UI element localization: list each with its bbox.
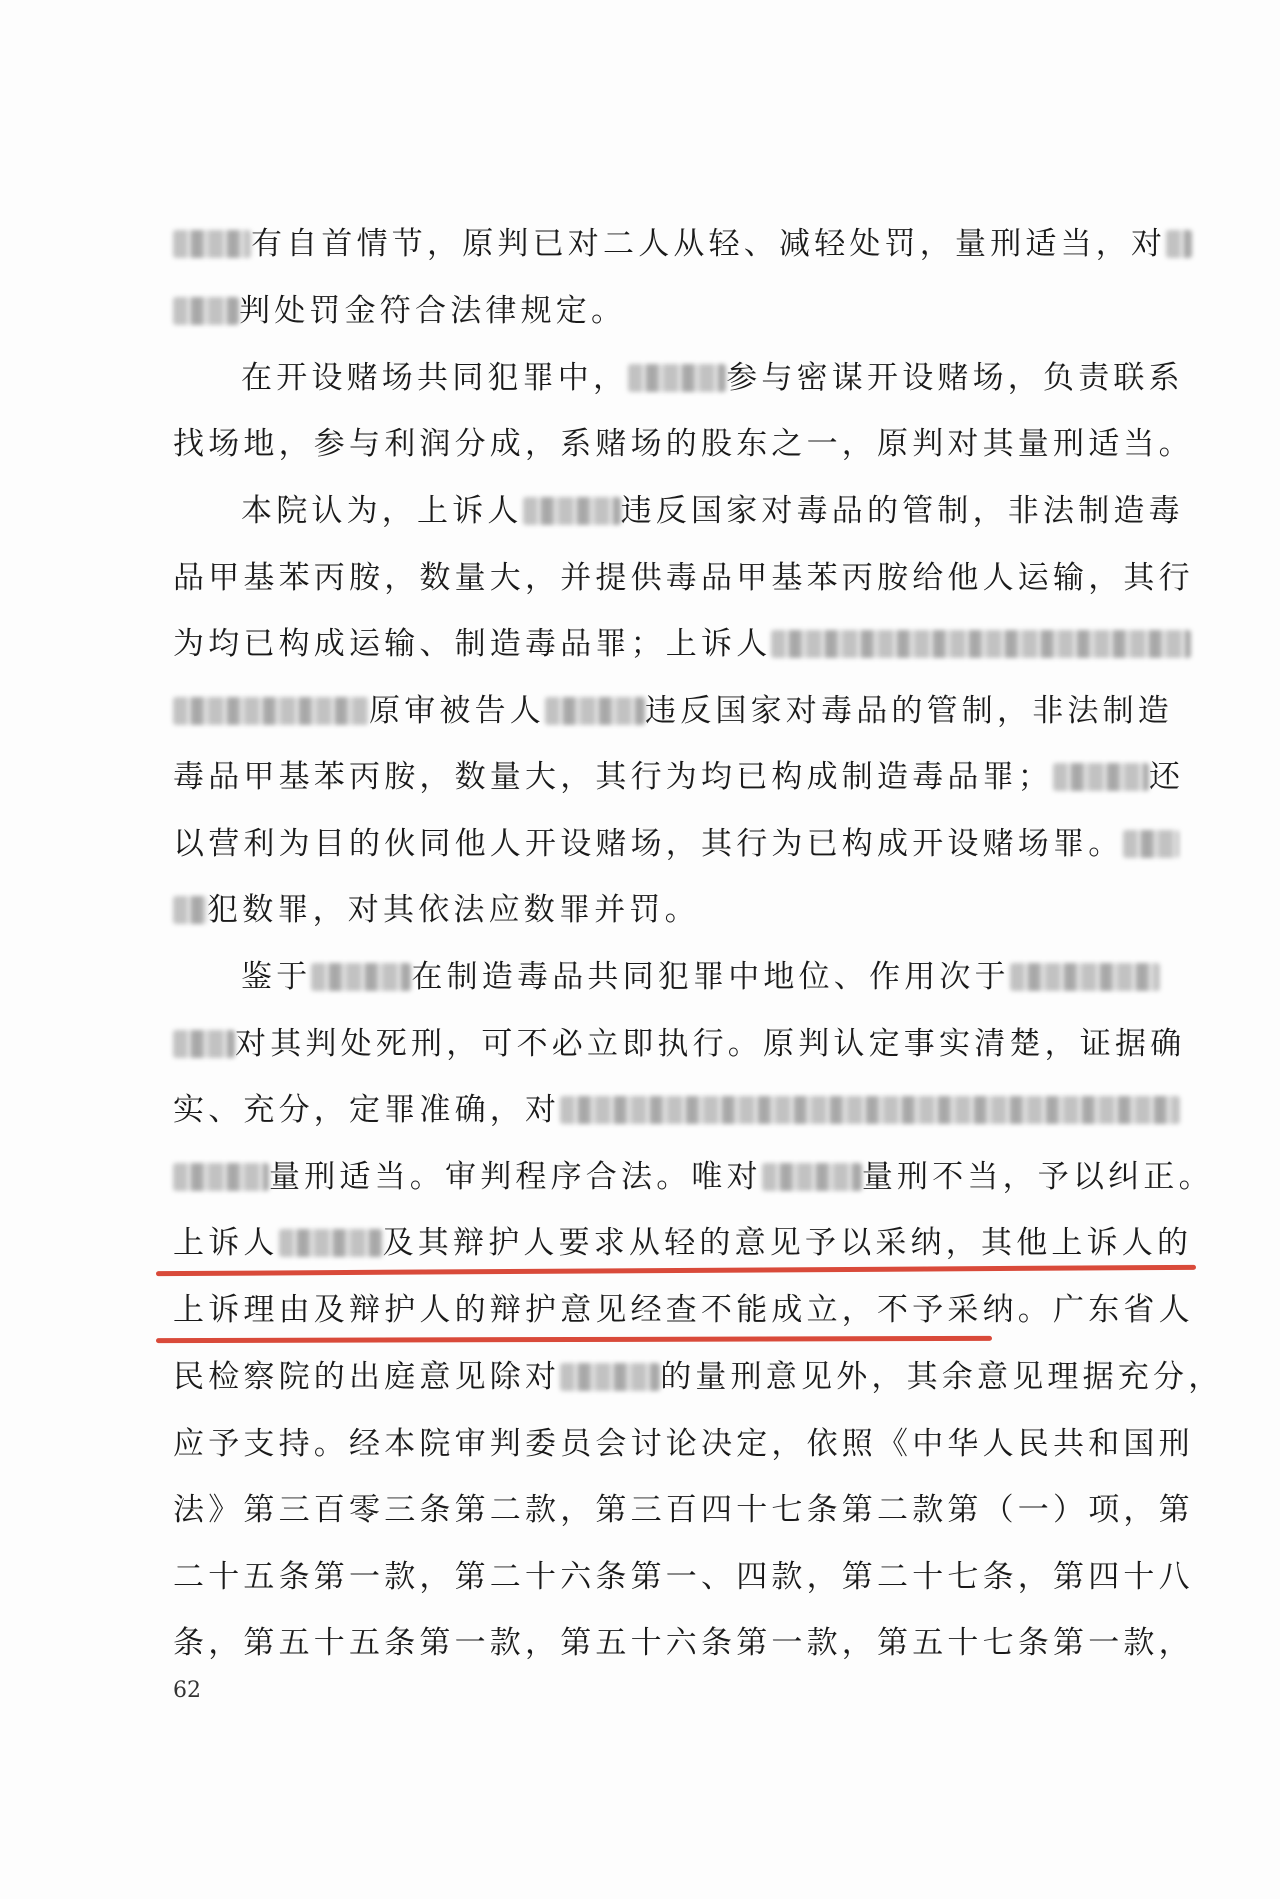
redacted-name	[545, 697, 645, 725]
text-line	[173, 1613, 1194, 1673]
redacted-name	[311, 963, 411, 991]
page-number: 62	[173, 1678, 201, 1703]
text-segment: 应予支持。经本院审判委员会讨论决定，依照《中华人民共和国刑	[173, 1426, 1194, 1462]
text-segment: 在制造毒品共同犯罪中地位、作用次于	[411, 959, 1010, 995]
text-segment: 及其辩护人要求从轻的意见予以采纳，其他上诉人的	[382, 1225, 1193, 1261]
text-segment: 还	[1149, 759, 1185, 795]
text-segment: 法》第三百零三条第二款，第三百四十七条第二款第（一）项，第	[173, 1492, 1194, 1528]
redacted-name	[771, 630, 1191, 658]
text-line	[241, 348, 1184, 408]
redacted-name	[560, 1096, 1180, 1124]
text-line-highlighted	[173, 1280, 1194, 1340]
text-segment: 违反国家对毒品的管制，非法制造	[645, 693, 1173, 729]
redacted-name	[1166, 230, 1192, 258]
text-segment: 犯数罪，对其依法应数罪并罚。	[207, 892, 700, 928]
text-segment: 本院认为，上诉人	[241, 493, 523, 529]
text-segment: 对其判处死刑，可不必立即执行。原判认定事实清楚，证据确	[235, 1026, 1186, 1062]
text-segment: 以营利为目的伙同他人开设赌场，其行为已构成开设赌场罪。	[173, 826, 1124, 862]
text-segment: 有自首情节，原判已对二人从轻、减轻处罚，量刑适当，对	[251, 226, 1167, 262]
text-line	[173, 1480, 1194, 1540]
redacted-name	[560, 1363, 660, 1391]
text-segment: 量刑不当，予以纠正。	[861, 1159, 1214, 1195]
text-line	[241, 947, 1160, 1007]
redacted-name	[173, 1030, 235, 1058]
text-line	[173, 614, 1191, 674]
redacted-name	[173, 697, 369, 725]
text-line	[173, 1347, 1223, 1407]
redacted-name	[173, 1163, 269, 1191]
text-segment: 在开设赌场共同犯罪中，	[241, 360, 629, 396]
text-segment: 参与密谋开设赌场，负责联系	[726, 360, 1184, 396]
text-segment: 条，第五十五条第一款，第五十六条第一款，第五十七条第一款，	[173, 1625, 1194, 1661]
text-line	[173, 548, 1194, 608]
text-line	[173, 681, 1173, 741]
redacted-name	[173, 230, 251, 258]
redacted-name	[1123, 830, 1179, 858]
text-line	[173, 414, 1194, 474]
text-segment: 违反国家对毒品的管制，非法制造毒	[620, 493, 1184, 529]
text-segment: 为均已构成运输、制造毒品罪；上诉人	[173, 626, 772, 662]
text-line	[173, 214, 1192, 274]
redacted-name	[628, 364, 726, 392]
redacted-name	[279, 1229, 383, 1257]
text-line	[173, 814, 1179, 874]
text-line	[173, 747, 1184, 807]
text-line	[173, 1547, 1194, 1607]
text-segment: 找场地，参与利润分成，系赌场的股东之一，原判对其量刑适当。	[173, 426, 1194, 462]
text-segment: 量刑适当。审判程序合法。唯对	[269, 1159, 762, 1195]
text-segment: 民检察院的出庭意见除对	[173, 1359, 561, 1395]
text-line	[173, 1147, 1214, 1207]
redacted-name	[1053, 763, 1149, 791]
text-segment: 的量刑意见外，其余意见理据充分，	[660, 1359, 1224, 1395]
text-line	[173, 1014, 1185, 1074]
redacted-name	[762, 1163, 862, 1191]
text-line-highlighted	[173, 1213, 1192, 1273]
redacted-name	[1010, 963, 1160, 991]
red-underline	[156, 1336, 992, 1343]
text-segment: 二十五条第一款，第二十六条第一、四款，第二十七条，第四十八	[173, 1559, 1194, 1595]
redacted-name	[173, 896, 207, 924]
text-line	[241, 481, 1184, 541]
text-segment: 上诉人	[173, 1225, 279, 1261]
redacted-name	[173, 297, 239, 325]
redacted-name	[523, 497, 621, 525]
text-segment: 毒品甲基苯丙胺，数量大，其行为均已构成制造毒品罪；	[173, 759, 1053, 795]
text-segment: 鉴于	[241, 959, 312, 995]
text-line	[173, 1414, 1194, 1474]
text-segment: 品甲基苯丙胺，数量大，并提供毒品甲基苯丙胺给他人运输，其行	[173, 560, 1194, 596]
text-line	[173, 880, 700, 940]
text-segment: 原审被告人	[369, 693, 545, 729]
text-segment: 判处罚金符合法律规定。	[239, 293, 627, 329]
text-line	[173, 281, 626, 341]
text-segment: 实、充分，定罪准确，对	[173, 1092, 561, 1128]
text-segment: 上诉理由及辩护人的辩护意见经查不能成立，不予采纳。广东省人	[173, 1292, 1194, 1328]
text-line	[173, 1080, 1180, 1140]
